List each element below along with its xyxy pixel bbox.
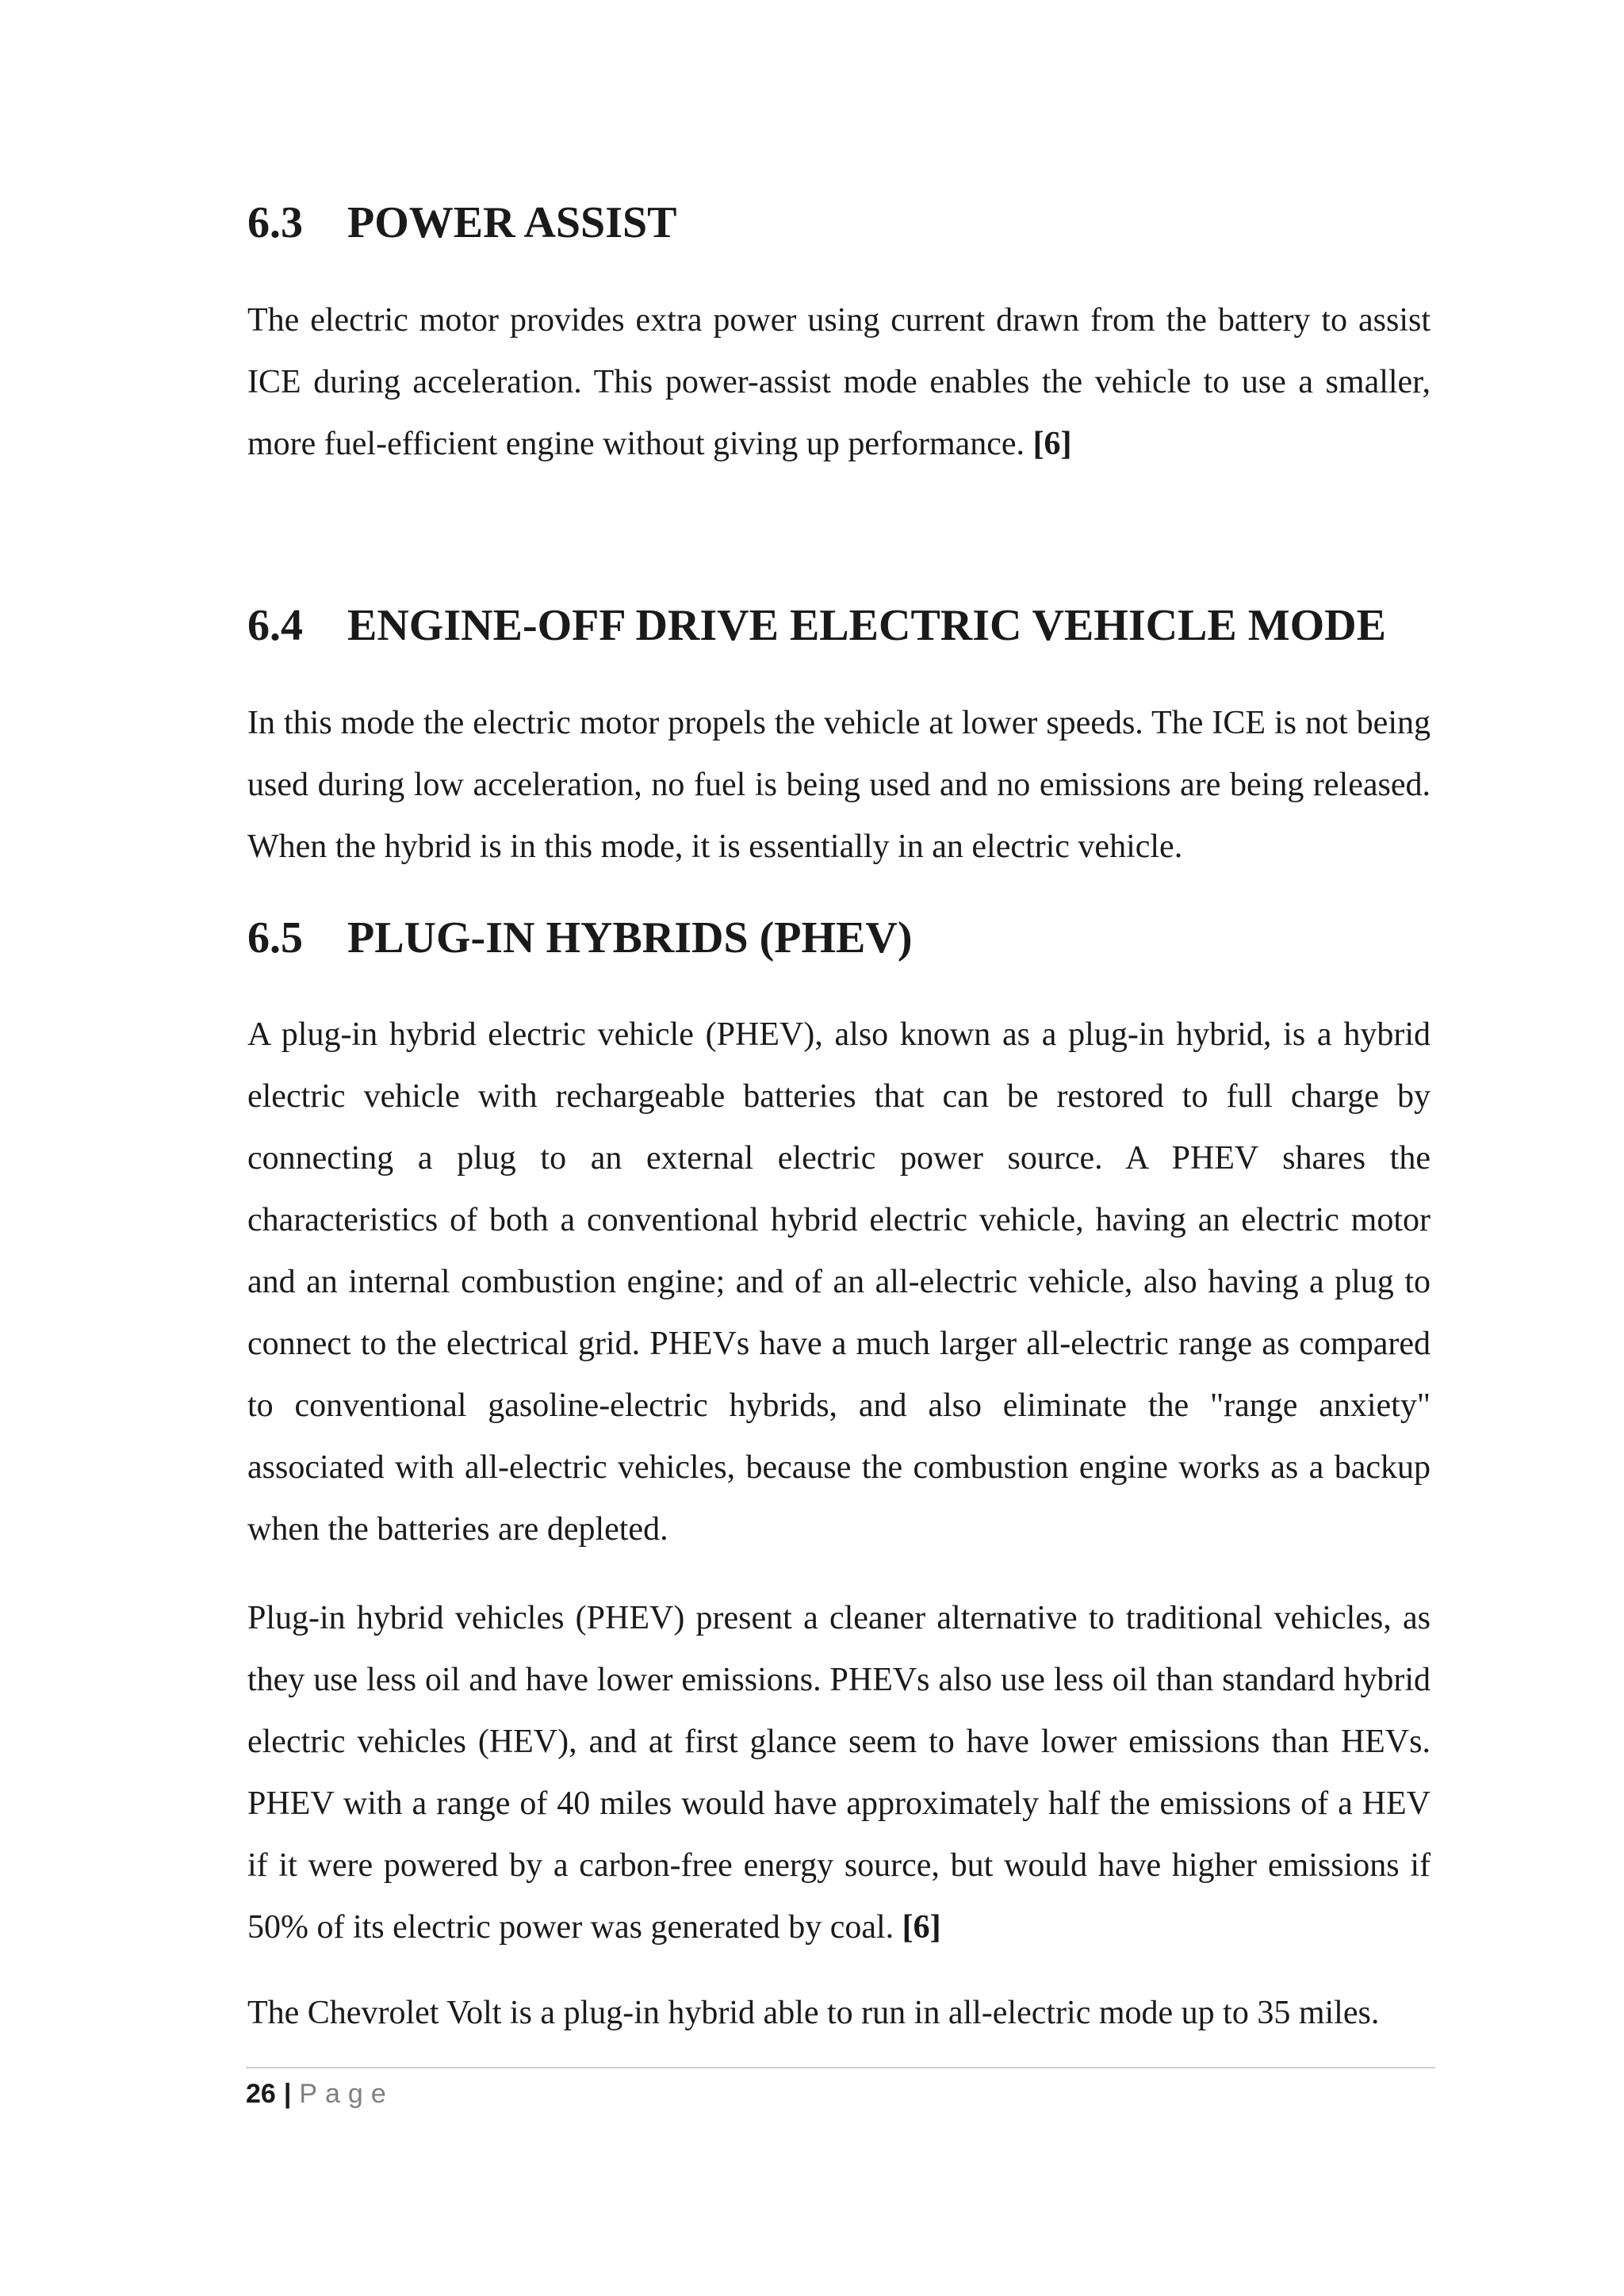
section-title: PLUG-IN HYBRIDS (PHEV): [347, 913, 913, 962]
paragraph-text: The Chevrolet Volt is a plug-in hybrid able to run in all-electric mode up to 35 miles.: [247, 1995, 1380, 2031]
paragraph-phev-definition: [247, 1004, 1431, 1560]
paragraph-text: A plug-in hybrid electric vehicle (PHEV), also known as a plug-in hybrid, is a hybrid electric vehicle with rechargeable batteries that can be restored to full charge by connecting a plug to an external electric power source. A PHEV shares the characteristics of both a conventional hybrid electric vehicle, having an electric motor and an internal combustion engine; and of an all-electric vehicle, also having a plug to connect to the electrical grid. PHEVs have a much larger all-electric range as compared to conventional gasoline-electric hybrids, and also eliminate the "range anxiety" associated with all-electric vehicles, because the combustion engine works as a backup when the batteries are depleted.: [247, 1016, 1431, 1548]
page-label: Page: [299, 2079, 394, 2109]
page-number: 26: [246, 2079, 276, 2109]
paragraph-text: The electric motor provides extra power using current drawn from the battery to assist ICE during acceleration. This power-assist mode enables the vehicle to use a smaller, more fuel-efficient engine without giving up performance.: [247, 302, 1431, 462]
paragraph-text: In this mode the electric motor propels the vehicle at lower speeds. The ICE is not being used during low acceleration, no fuel is being used and no emissions are being released. When the hybrid is in this mode, it is essentially in an electric vehicle.: [247, 705, 1431, 865]
section-heading-6-3: [247, 197, 1431, 250]
citation: [6]: [1032, 426, 1072, 462]
section-title: ENGINE-OFF DRIVE ELECTRIC VEHICLE MODE: [347, 601, 1386, 650]
paragraph-text: Plug-in hybrid vehicles (PHEV) present a cleaner alternative to traditional vehicles, as they use less oil and have lower emissions. PHEVs also use less oil than standard hybrid electric vehicles (HEV), and at first glance seem to have lower emissions than HEVs. PHEV with a range of 40 miles would have approximately half the emissions of a HEV if it were powered by a carbon-free energy source, but would have higher emissions if 50% of its electric power was generated by coal.: [247, 1600, 1431, 1946]
section-number: 6.4: [247, 601, 303, 650]
paragraph-chevrolet-volt: [247, 1982, 1431, 2044]
paragraph-phev-emissions: [247, 1587, 1431, 1958]
citation: [6]: [902, 1909, 941, 1946]
paragraph-power-assist: [247, 289, 1431, 475]
footer-separator: |: [283, 2079, 292, 2109]
page-footer: [246, 2075, 394, 2113]
paragraph-engine-off: [247, 692, 1431, 878]
section-number: 6.3: [247, 198, 303, 247]
section-title: POWER ASSIST: [347, 198, 677, 247]
section-heading-6-4: [247, 599, 1431, 652]
section-number: 6.5: [247, 913, 303, 962]
section-heading-6-5: [247, 912, 1431, 965]
footer-divider: [246, 2067, 1435, 2068]
